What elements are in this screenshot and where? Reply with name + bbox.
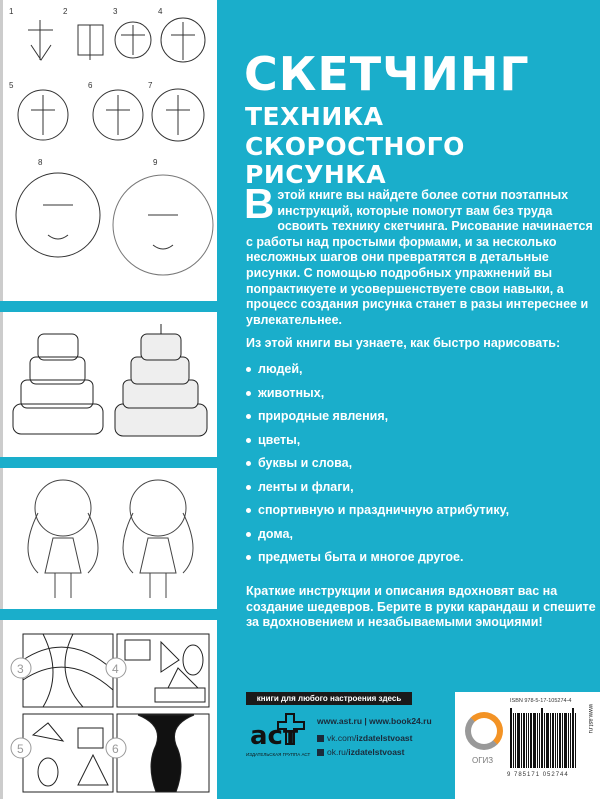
exercises-illustration [0,620,217,799]
ok-link[interactable]: ok.ru/izdatelstvoast [317,747,404,757]
exercise-number: 4 [112,662,119,676]
list-item: животных, [246,382,509,406]
step-number: 6 [88,81,93,90]
barcode-bar [564,713,567,768]
step-numbers [9,7,163,167]
drop-cap: В [244,180,275,227]
barcode-bar [530,713,532,768]
barcode-bar [515,713,516,768]
subtitle-line: ТЕХНИКА [245,102,384,131]
exercise-number: 5 [17,742,24,756]
isbn-text: ISBN 978-5-17-105274-4 [510,698,572,704]
anime-girls-illustration [0,468,217,609]
publisher-caption: ИЗДАТЕЛЬСКАЯ ГРУППА АСТ [246,752,311,757]
barcode-bar [552,713,554,768]
barcode-bar [541,708,543,768]
vk-icon [317,735,324,742]
step-number: 8 [38,158,43,167]
barcode-bar [544,713,545,768]
exercise-number: 3 [17,662,24,676]
step-number: 7 [148,81,153,90]
ast-logo [248,712,308,748]
intro-text: этой книге вы найдете более сотни поэтапных инструкций, которые помогут вам без труда освоить технику скетчинга. Рисование начинается с работы над простыми формами, и за несколько несложных шагов они превратятся в детальные рисунки. С помощью подробных упражнений вы попрактикуете и усовершенствуете свои навыки, а процесс создания рисунка станет в разы интереснее и увлекательнее. [246,188,593,327]
barcode-bar [546,713,549,768]
list-item: ленты и флаги, [246,476,509,500]
list-lead: Из этой книги вы узнаете, как быстро нарисовать: [246,336,561,350]
barcode-bar [575,713,576,768]
ogiz-label: ОГИЗ [472,756,494,765]
barcode-bar [523,713,525,768]
barcode-bar [533,713,536,768]
intro-paragraph [244,180,596,328]
step-number: 1 [9,7,14,16]
barcode-bar [537,713,538,768]
list-item: дома, [246,523,509,547]
barcode-bar [572,708,574,768]
step-number: 3 [113,7,118,16]
step-number: 4 [158,7,163,16]
vk-link[interactable]: vk.com/izdatelstvoast [317,733,413,743]
barcode-bar [562,713,563,768]
tagline-banner: книги для любого настроения здесь [246,692,412,705]
barcode-bar [521,713,522,768]
exercise-number: 6 [112,742,119,756]
barcode-bar [559,713,561,768]
lion-steps-illustration [0,0,217,301]
barcode-bar [510,708,512,768]
barcode-bar [526,713,527,768]
isbn-block [455,692,600,799]
barcode-bar [513,713,514,768]
barcode-digits: 9 785171 052744 [507,772,569,778]
step-number: 9 [153,158,158,167]
vertical-site: www.ast.ru [587,704,593,734]
list-item: предметы быта и многое другое. [246,546,509,570]
barcode-bar [550,713,551,768]
barcode-bar [528,713,529,768]
barcode-bar [517,713,520,768]
barcode-bar [557,713,558,768]
barcode-bar [568,713,569,768]
list-item: цветы, [246,429,509,453]
svg-text:аст: аст [250,721,299,748]
ok-icon [317,749,324,756]
topic-list [246,358,509,570]
list-item: буквы и слова, [246,452,509,476]
closing-paragraph: Краткие инструкции и описания вдохновят вас на создание шедевров. Берите в руки карандаш и спешите за вдохновением и незабываемыми эмоциями! [246,584,596,630]
book-title: СКЕТЧИНГ [244,47,530,101]
barcode [510,708,582,768]
cake-illustration [0,312,217,457]
barcode-bar [555,713,556,768]
step-number: 2 [63,7,68,16]
subtitle-line: СКОРОСТНОГО РИСУНКА [245,132,465,189]
list-item: природные явления, [246,405,509,429]
barcode-bar [539,713,540,768]
list-item: людей, [246,358,509,382]
list-item: спортивную и праздничную атрибутику, [246,499,509,523]
barcode-bar [570,713,571,768]
ogiz-logo-ring-icon [465,712,503,750]
step-number: 5 [9,81,14,90]
website-links[interactable]: www.ast.ru | www.book24.ru [317,716,432,726]
